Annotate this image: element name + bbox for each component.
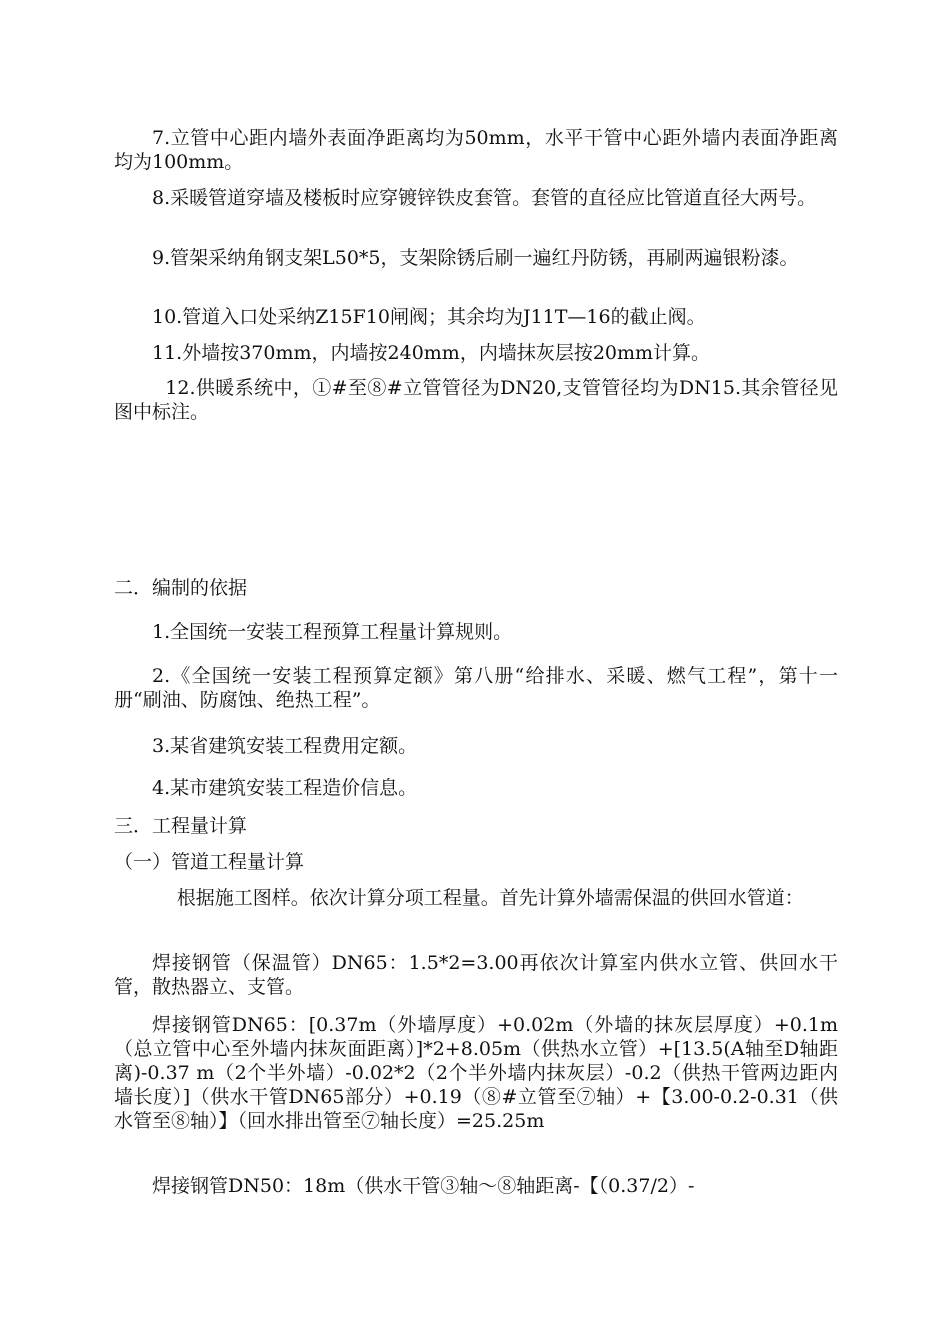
note-7: 7.立管中心距内墙外表面净距离均为50mm，水平干管中心距外墙内表面净距离均为100mm。 <box>114 127 838 173</box>
section-3-subheading: （一）管道工程量计算 <box>114 851 305 873</box>
section-3-heading: 三．工程量计算 <box>114 815 248 837</box>
calc-paragraph-intro: 根据施工图样。依次计算分项工程量。首先计算外墙需保温的供回水管道： <box>176 887 804 909</box>
calc-paragraph-dn65-insulated: 焊接钢管（保温管）DN65：1.5*2=3.00再依次计算室内供水立管、供回水干管，散热器立、支管。 <box>114 952 838 998</box>
calc-paragraph-dn65: 焊接钢管DN65：[0.37m（外墙厚度）+0.02m（外墙的抹灰层厚度）+0.1m（总立管中心至外墙内抹灰面距离）]*2+8.05m（供热水立管）+[13.5(A轴至D轴距离)-0.37 m（2个半外墙）-0.02*2（2个半外墙内抹灰层）-0.2（供热干管两边距内墙长度）]（供水干管DN65部分）+0.19（⑧#立管至⑦轴）+【3.00-0.2-0.31（供水管至⑧轴）】（回水排出管至⑦轴长度）=25.25m <box>114 1014 838 1132</box>
basis-item-3: 3.某省建筑安装工程费用定额。 <box>152 735 418 757</box>
basis-item-2: 2.《全国统一安装工程预算定额》第八册“给排水、采暖、燃气工程”，第十一册“刷油、防腐蚀、绝热工程”。 <box>114 665 838 711</box>
note-9: 9.管架采纳角钢支架L50*5，支架除锈后刷一遍红丹防锈，再刷两遍银粉漆。 <box>152 247 799 269</box>
basis-item-1: 1.全国统一安装工程预算工程量计算规则。 <box>152 621 513 643</box>
note-11: 11.外墙按370mm，内墙按240mm，内墙抹灰层按20mm计算。 <box>152 342 711 364</box>
note-10: 10.管道入口处采纳Z15F10闸阀；其余均为J11T—16的截止阀。 <box>152 306 706 328</box>
section-2-heading: 二．编制的依据 <box>114 577 248 599</box>
basis-item-4: 4.某市建筑安装工程造价信息。 <box>152 777 418 799</box>
note-8: 8.采暖管道穿墙及楼板时应穿镀锌铁皮套管。套管的直径应比管道直径大两号。 <box>152 187 817 209</box>
document-page <box>114 0 838 1344</box>
note-12: 12.供暖系统中，①#至⑧#立管管径为DN20,支管管径均为DN15.其余管径见图中标注。 <box>114 377 838 423</box>
calc-paragraph-dn50: 焊接钢管DN50：18m（供水干管③轴～⑧轴距离-【（0.37/2）- <box>152 1175 695 1197</box>
